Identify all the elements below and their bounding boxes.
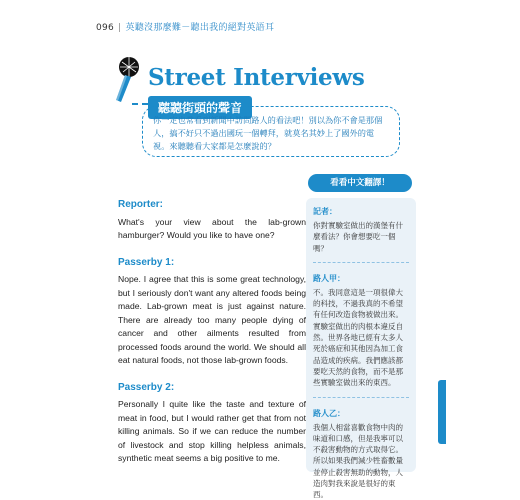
header-separator: | (118, 23, 122, 33)
translation-speaker: 記者： (313, 207, 337, 216)
translation-text: 你對實驗室做出的漢堡有什麼看法？你會想要吃一個嗎？ (313, 221, 403, 253)
dialogue-text: Nope. I agree that this is some great technology, but I seriously don't want any altered foods being made. Lab-grown meat is just against nature. There are already too many people dying of cancer and other ailments resulted from processed foods around the world. We should all eat natural foods, not those lab-grown foods. (118, 274, 306, 365)
translation-speaker: 路人甲： (313, 273, 345, 283)
page-header (96, 20, 274, 33)
dashed-connector (132, 103, 148, 105)
translation-text: 我個人相當喜歡食物中肉的味道和口感，但是我寧可以不殺害動物的方式取得它。所以如果我們減少牲畜數量並停止殺害無助的動物，人造肉對我來說是很好的東西。 (313, 422, 403, 500)
page-number: 096 (96, 23, 115, 33)
dialogue-text: What's your view about the lab-grown hamburger? Would you like to have one? (118, 216, 306, 240)
chinese-translation-panel (304, 174, 416, 500)
translation-speaker: 路人乙： (313, 408, 345, 418)
dialogue-entry (118, 256, 306, 368)
dialogue-entry (118, 198, 306, 243)
translation-title: 看看中文翻譯！ (308, 174, 412, 192)
book-title: 英聽沒那麼難－聽出我的絕對英語耳 (125, 23, 275, 33)
section-title: Street Interviews (148, 64, 365, 91)
intro-box (142, 106, 400, 157)
speaker-label: Passerby 1: (118, 256, 175, 268)
intro-text: 你一定也常看到新聞中訪問路人的看法吧！別以為你不會是那個人，搞不好只不過出國玩一個轉拜，就莫名其妙上了國外的電視。來聽聽看大家都是怎麼說的？ (153, 115, 383, 151)
divider (313, 397, 409, 398)
speaker-label: Reporter: (118, 199, 164, 210)
page-edge-tab (438, 380, 446, 444)
translation-body (306, 198, 416, 500)
microphone-icon (112, 56, 142, 104)
dialogue-column (118, 198, 306, 479)
divider (313, 262, 409, 263)
dialogue-entry (118, 381, 306, 466)
section-subtitle: 聽聽街頭的聲音 (148, 96, 252, 119)
speaker-label: Passerby 2: (118, 381, 175, 393)
translation-text: 不。我同意這是一項很偉大的科技，不過我真的不希望有任何改造食物被做出來。實驗室做出的肉根本違反自然。世界各地已經有太多人死於癌症和其他因為加工食品造成的疾病。我們應該都要吃天然的食物，而不是那些實驗室做出來的東西。 (313, 287, 403, 388)
dialogue-text: Personally I quite like the taste and texture of meat in food, but I would rather get that from not killing animals. So if we can reduce the number of livestock and stop killing helpless animals, synthetic meat seems a big positive to me. (118, 399, 306, 463)
